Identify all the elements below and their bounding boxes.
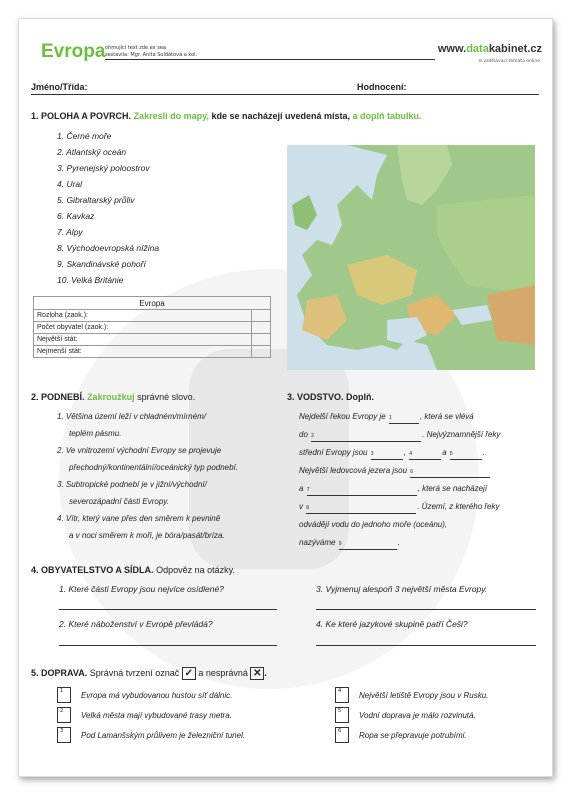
section2-heading: 2. PODNEBÍ. Zakroužkuj správné slovo.: [31, 392, 196, 402]
waters-text-part: Nejdelší řekou Evropy je: [299, 412, 386, 421]
waters-text-part: .: [397, 538, 400, 547]
answer-checkbox[interactable]: 2: [57, 707, 71, 723]
waters-line: [299, 538, 400, 550]
check-mark-icon: ✓: [182, 667, 196, 680]
waters-line: [299, 412, 474, 424]
waters-line: [299, 466, 491, 478]
waters-text-part: , která se vlévá: [419, 412, 474, 421]
table-cell-input[interactable]: [251, 334, 270, 346]
statement-text: Největší letiště Evropy jsou v Rusku.: [359, 691, 489, 700]
answer-checkbox[interactable]: 4: [335, 687, 349, 703]
climate-item-cont[interactable]: přechodný/kontinentální/oceánický typ podnebí.: [69, 463, 239, 472]
climate-item[interactable]: 2. Ve vnitrozemí východní Evropy se projevuje: [57, 446, 222, 455]
table-row-label: Největší stát:: [34, 334, 252, 346]
statement-text: Ropa se přepravuje potrubími.: [359, 731, 467, 740]
europe-table: [33, 296, 271, 358]
waters-text-part: ,: [403, 448, 406, 457]
answer-checkbox[interactable]: 6: [335, 727, 349, 743]
table-row-label: Nejmenší stát:: [34, 346, 252, 358]
section4-heading: 4. OBYVATELSTVO A SÍDLA. Odpověz na otázky.: [31, 565, 235, 575]
waters-text-part: střední Evropy jsou: [299, 448, 368, 457]
fill-blank[interactable]: 5: [450, 451, 482, 460]
waters-text-part: .: [482, 448, 486, 457]
place-item: 2. Atlantský oceán: [57, 147, 127, 157]
table-header: Evropa: [34, 297, 271, 310]
answer-line-4[interactable]: [316, 645, 536, 646]
header-divider: [105, 59, 435, 60]
fill-blank[interactable]: 3: [371, 451, 403, 460]
place-item: 4. Ural: [57, 179, 83, 189]
cross-mark-icon: ✕: [250, 667, 264, 680]
europe-map: [287, 145, 535, 370]
table-row-label: Počet obyvatel (zaok.):: [34, 322, 252, 334]
waters-text-part: nazýváme: [299, 538, 336, 547]
climate-item[interactable]: 4. Vítr, který vane přes den směrem k pevnině: [57, 514, 221, 523]
climate-item[interactable]: 1. Většina území leží v chladném/mírném/: [57, 412, 206, 421]
waters-text-part: odvádějí vodu do jednoho moře (oceánu),: [299, 520, 448, 529]
fill-blank[interactable]: 2: [311, 433, 421, 442]
place-item: 3. Pyrenejský poloostrov: [57, 163, 150, 173]
score-label: Hodnocení:: [357, 82, 407, 92]
question-2: 2. Které náboženství v Evropě převládá?: [59, 619, 213, 629]
answer-line-1[interactable]: [59, 609, 277, 610]
meta-line-2: sestavila: Mgr. Anita Soldátová a kol.: [105, 52, 198, 58]
statement-text: Evropa má vybudovanou hustou síť dálnic.: [81, 691, 233, 700]
statement-text: Vodní doprava je málo rozvinutá.: [359, 711, 476, 720]
brand-tagline: ≡ vzdělávací témata online: [478, 59, 540, 64]
table-cell-input[interactable]: [251, 310, 270, 322]
table-cell-input[interactable]: [251, 322, 270, 334]
section1-heading: 1. POLOHA A POVRCH. Zakresli do mapy, kde se nacházejí uvedená místa, a doplň tabulku.: [31, 111, 422, 121]
waters-line: [299, 502, 499, 514]
fill-blank[interactable]: 8: [306, 505, 416, 514]
waters-line: [299, 484, 487, 496]
waters-line: [299, 520, 447, 529]
place-item: 6. Kavkaz: [57, 211, 95, 221]
question-3: 3. Vyjmenuj alespoň 3 největší města Evropy.: [316, 584, 488, 594]
name-line: [31, 94, 539, 95]
waters-text-part: Největší ledovcová jezera jsou: [299, 466, 408, 475]
fill-blank[interactable]: 9: [339, 541, 397, 550]
answer-checkbox[interactable]: 3: [57, 727, 71, 743]
answer-line-2[interactable]: [59, 645, 277, 646]
meta-line-1: ohmující text zde ex sea: [105, 45, 166, 51]
climate-item[interactable]: 3. Subtropické podnebí je v jižní/východní/: [57, 480, 207, 489]
place-item: 7. Alpy: [57, 227, 83, 237]
climate-item-cont[interactable]: severozápadní části Evropy.: [69, 497, 169, 506]
table-row-label: Rozloha (zaok.):: [34, 310, 252, 322]
climate-item-cont[interactable]: a v noci směrem k moři, je bóra/pasát/bríza.: [69, 531, 225, 540]
answer-checkbox[interactable]: 1: [57, 687, 71, 703]
waters-text-part: . Nejvýznamnější řeky: [422, 430, 501, 439]
waters-text-part: . Území, z kterého řeky: [417, 502, 500, 511]
question-1: 1. Které části Evropy jsou nejvíce osídlené?: [59, 584, 224, 594]
place-item: 9. Skandinávské pohoří: [57, 259, 146, 269]
brand-link[interactable]: www.datakabinet.cz: [437, 43, 542, 55]
place-item: 10. Velká Británie: [57, 275, 124, 285]
waters-line: [299, 430, 500, 442]
name-class-label: Jméno/Třída:: [31, 82, 88, 92]
statement-text: Pod Lamanšským průlivem je železniční tunel.: [81, 731, 246, 740]
fill-blank[interactable]: 7: [307, 487, 417, 496]
worksheet-page: [18, 18, 553, 777]
climate-item-cont[interactable]: teplém pásmu.: [69, 429, 122, 438]
place-item: 1. Černé moře: [57, 131, 112, 141]
answer-line-3[interactable]: [316, 609, 536, 610]
place-item: 8. Východoevropská nížina: [57, 243, 160, 253]
waters-text-part: a: [442, 448, 447, 457]
statement-text: Velká města mají vybudované trasy metra.: [81, 711, 232, 720]
worksheet-title: Evropa: [41, 41, 106, 62]
waters-text-part: , která se nacházejí: [417, 484, 488, 493]
fill-blank[interactable]: 1: [389, 415, 419, 424]
waters-text-part: a: [299, 484, 304, 493]
place-item: 5. Gibraltarský průliv: [57, 195, 135, 205]
section3-heading: 3. VODSTVO. Doplň.: [287, 392, 375, 402]
section5-heading: 5. DOPRAVA. Správná tvrzení označ ✓ a nesprávná ✕ .: [31, 668, 267, 679]
answer-checkbox[interactable]: 5: [335, 707, 349, 723]
waters-text-part: v: [299, 502, 303, 511]
waters-line: [299, 448, 485, 460]
question-4: 4. Ke které jazykové skupině patří Češi?: [316, 619, 468, 629]
fill-blank[interactable]: 6: [410, 469, 490, 478]
fill-blank[interactable]: 4: [409, 451, 441, 460]
table-cell-input[interactable]: [251, 346, 270, 358]
waters-text-part: do: [299, 430, 308, 439]
